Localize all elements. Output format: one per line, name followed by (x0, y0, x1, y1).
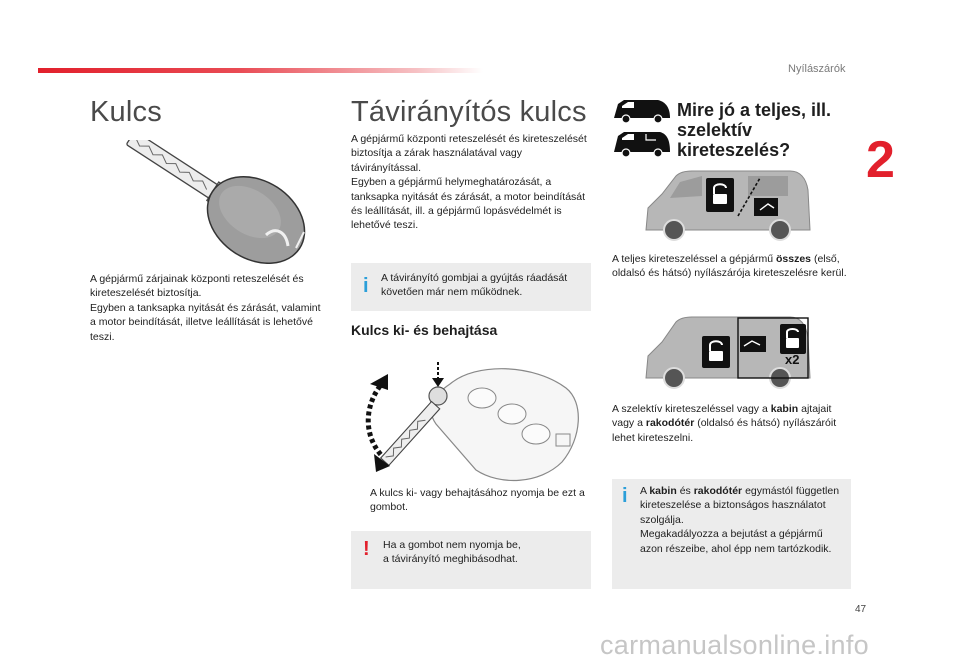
warning-box (351, 531, 591, 589)
selective-text-part: ajtajait vagy a (612, 403, 832, 430)
van-x2-badge: x2 (785, 352, 800, 367)
info-text-part: A (640, 485, 650, 497)
selective-unlock-text (612, 402, 848, 445)
full-unlock-text-part: A teljes kireteszeléssel a gépjármű (612, 253, 776, 265)
selective-cargo-emphasis: rakodótér (645, 417, 695, 430)
van-selective-unlock-illustration (640, 312, 815, 392)
header-accent-bar (38, 68, 483, 73)
selective-text-part: A szelektív kireteszeléssel vagy a (612, 403, 771, 415)
info-text-end: egymástól független kireteszelése a biztonságos használatot szolgálja. Megakadályozza a bejutást a gépjármű azon részeibe, ahol épp nem tartózkodik. (640, 485, 840, 555)
info-icon: i (363, 275, 369, 297)
info-cargo-emphasis: rakodótér (693, 485, 743, 497)
info-icon: i (622, 485, 628, 507)
selective-cab-emphasis: kabin (770, 403, 799, 415)
key-title: Kulcs (90, 96, 162, 128)
folding-key-illustration (358, 356, 583, 488)
van-silhouettes-icon (612, 96, 672, 158)
remote-key-title: Távirányítós kulcs (351, 96, 587, 128)
remote-info-box (351, 263, 591, 311)
full-unlock-emphasis: összes (776, 253, 812, 265)
full-unlock-text-end: (első, oldalsó és hátsó) nyílászárója kireteszelésre kerül. (612, 253, 847, 280)
warning-text: Ha a gombot nem nyomja be, a távirányító meghibásodhat. (383, 539, 521, 566)
key-description: A gépjármű zárjainak központi reteszelését és kireteszelését biztosítja. Egyben a tanksapka nyitását és zárását, valamint a motor beindítását, illetve leállítását is lehetővé teszi. (90, 273, 321, 343)
warning-icon: ! (363, 538, 370, 560)
key-illustration (118, 140, 310, 264)
fold-key-subtitle: Kulcs ki- és behajtása (351, 322, 498, 338)
info-cab-emphasis: kabin (649, 485, 677, 497)
remote-key-description: A gépjármű központi reteszelését és kireteszelését biztosítja a zárak használatával vagy távirányítással. Egyben a gépjármű helymeghatározását, a tanksapka nyitását és zárását, a motor beindítását és leállítását, ill. a gépjármű lopásvédelmét is lehetővé teszi. (351, 133, 587, 232)
chapter-number: 2 (866, 131, 895, 189)
selective-info-text (640, 484, 846, 556)
van-full-unlock-illustration (640, 168, 815, 243)
selective-text-end: (oldalsó és hátsó) nyílászáróit lehet kireteszelni. (612, 417, 837, 444)
fold-instruction: A kulcs ki- vagy behajtásához nyomja be ezt a gombot. (370, 487, 585, 514)
full-unlock-text (612, 252, 848, 281)
page-number: 47 (855, 604, 867, 615)
unlock-question-title: Mire jó a teljes, ill. szelektív kireteszelés? (677, 100, 832, 160)
info-text-part: és (676, 485, 694, 497)
selective-info-box (612, 479, 851, 589)
watermark: carmanualsonline.info (600, 630, 869, 660)
remote-info-text: A távirányító gombjai a gyújtás ráadását követően már nem működnek. (381, 272, 568, 299)
section-header: Nyílászárók (788, 63, 846, 75)
